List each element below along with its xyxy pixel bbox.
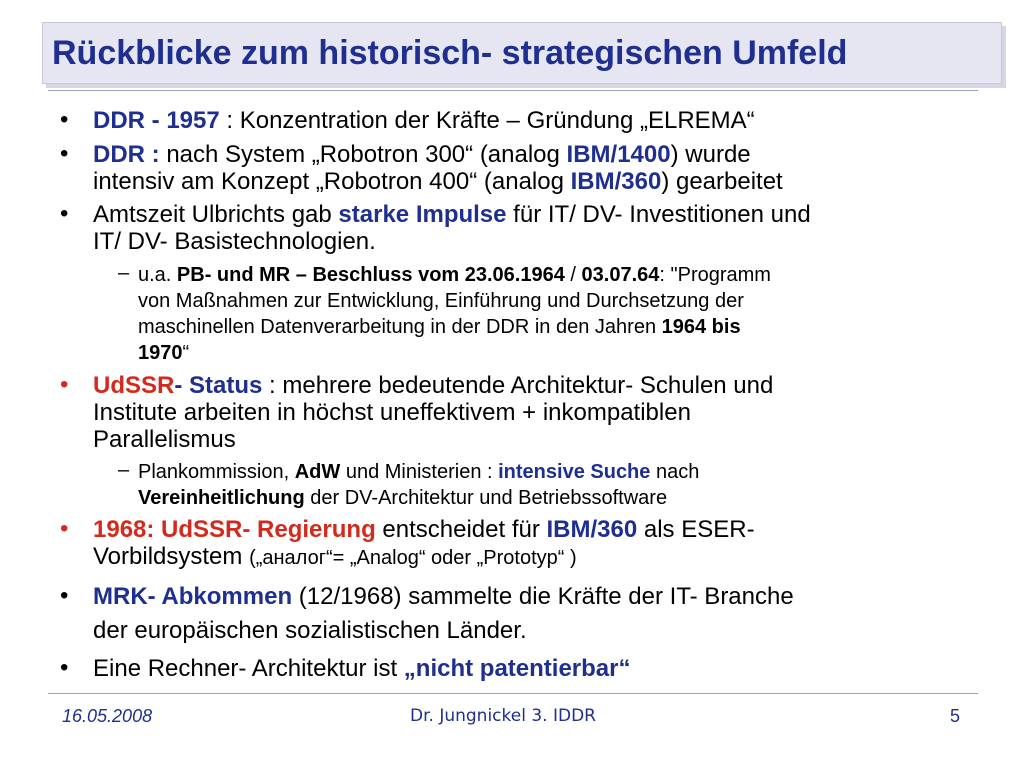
emphasis-text: starke Impulse xyxy=(338,201,507,228)
bullet-text-line-1 xyxy=(93,654,631,683)
emphasis-text: DDR : xyxy=(93,141,167,168)
bullet-text-line-2 xyxy=(93,542,577,573)
text: der DV-Architektur und Betriebssoftware xyxy=(304,487,668,509)
text: entscheidet für xyxy=(375,516,547,543)
text: und Ministerien : xyxy=(340,461,499,483)
text: („аналог“= „Analog“ oder „Prototyp“ ) xyxy=(249,547,577,569)
text: Plankommission, xyxy=(138,461,295,483)
sub-bullet-text-line-4 xyxy=(138,340,189,366)
bullet-text-line-2: Institute arbeiten in höchst uneffektivem + inkompatiblen xyxy=(93,399,691,426)
bullet-text-line-1 xyxy=(93,140,751,169)
bullet-marker: • xyxy=(60,515,69,542)
bullet-marker: • xyxy=(60,200,69,227)
emphasis-text: intensive Suche xyxy=(498,461,651,483)
text: : Konzentration der Kräfte – Gründung „ELREMA“ xyxy=(219,107,755,134)
bullet-marker: • xyxy=(60,582,69,609)
emphasis-red-text: UdSSR xyxy=(93,372,175,399)
page-number: 5 xyxy=(950,706,961,726)
sub-bullet-text-line-2: von Maßnahmen zur Entwicklung, Einführung und Durchsetzung der xyxy=(138,290,744,312)
emphasis-text: DDR - 1957 xyxy=(93,107,220,134)
bullet-marker: • xyxy=(60,140,69,167)
bullet-text-line-1 xyxy=(93,582,794,611)
sub-bullet-marker: – xyxy=(118,459,130,481)
bold-text: PB- und MR – Beschluss vom 23.06.1964 xyxy=(176,264,565,286)
text: ) gearbeitet xyxy=(661,168,783,195)
bullet-marker: • xyxy=(60,654,69,681)
emphasis-text: MRK- Abkommen xyxy=(93,583,293,610)
bold-text: 1964 bis xyxy=(661,316,741,338)
text: nach xyxy=(650,461,700,483)
text: “ xyxy=(182,342,190,364)
text: Vorbildsystem xyxy=(93,543,250,570)
text: nach System „Robotron 300“ (analog xyxy=(166,141,567,168)
emphasis-text: IBM/1400 xyxy=(566,141,671,168)
emphasis-text: „nicht patentierbar“ xyxy=(403,655,631,682)
sub-bullet-text-line-1 xyxy=(138,459,699,485)
text: ) wurde xyxy=(670,141,751,168)
sub-bullet-marker: – xyxy=(118,262,130,284)
text: / xyxy=(564,264,582,286)
bold-text: AdW xyxy=(294,461,341,483)
sub-bullet-text-line-1 xyxy=(138,262,771,288)
text: als ESER- xyxy=(637,516,755,543)
slide-title: Rückblicke zum historisch- strategischen Umfeld xyxy=(52,34,848,72)
bold-text: 1970 xyxy=(138,342,183,364)
bottom-divider xyxy=(48,693,978,694)
footer-date: 16.05.2008 xyxy=(62,706,153,726)
top-divider xyxy=(48,90,978,91)
text: Amtszeit Ulbrichts gab xyxy=(93,201,339,228)
text: intensiv am Konzept „Robotron 400“ (analog xyxy=(93,168,571,195)
bullet-text-line-1 xyxy=(93,371,773,400)
text: (12/1968) sammelte die Kräfte der IT- Branche xyxy=(292,583,794,610)
text: maschinellen Datenverarbeitung in der DDR in den Jahren xyxy=(138,316,662,338)
bullet-marker: • xyxy=(60,371,69,398)
footer-author: Dr. Jungnickel 3. IDDR xyxy=(410,706,596,726)
text: u.a. xyxy=(138,264,177,286)
emphasis-text: - Status xyxy=(174,372,263,399)
bullet-text-line-2 xyxy=(93,167,783,196)
text: Eine Rechner- Architektur ist xyxy=(93,655,404,682)
text: : mehrere bedeutende Architektur- Schulen und xyxy=(262,372,774,399)
bullet-text-line-2: IT/ DV- Basistechnologien. xyxy=(93,228,376,255)
bullet-text xyxy=(93,106,755,135)
text: für IT/ DV- Investitionen und xyxy=(506,201,811,228)
sub-bullet-text-line-2 xyxy=(138,485,667,511)
bullet-text-line-1 xyxy=(93,200,811,229)
text: : "Programm xyxy=(659,264,771,286)
sub-bullet-text-line-3 xyxy=(138,314,741,340)
bold-text: Vereinheitlichung xyxy=(138,487,305,509)
bullet-text-line-3: Parallelismus xyxy=(93,426,236,453)
bullet-text-line-2: der europäischen sozialistischen Länder. xyxy=(93,617,527,644)
emphasis-text: IBM/360 xyxy=(546,516,638,543)
bullet-marker: • xyxy=(60,106,69,133)
bullet-text-line-1 xyxy=(93,515,755,544)
bold-text: 03.07.64 xyxy=(581,264,660,286)
emphasis-red-text: 1968: UdSSR- Regierung xyxy=(93,516,376,543)
emphasis-text: IBM/360 xyxy=(570,168,662,195)
